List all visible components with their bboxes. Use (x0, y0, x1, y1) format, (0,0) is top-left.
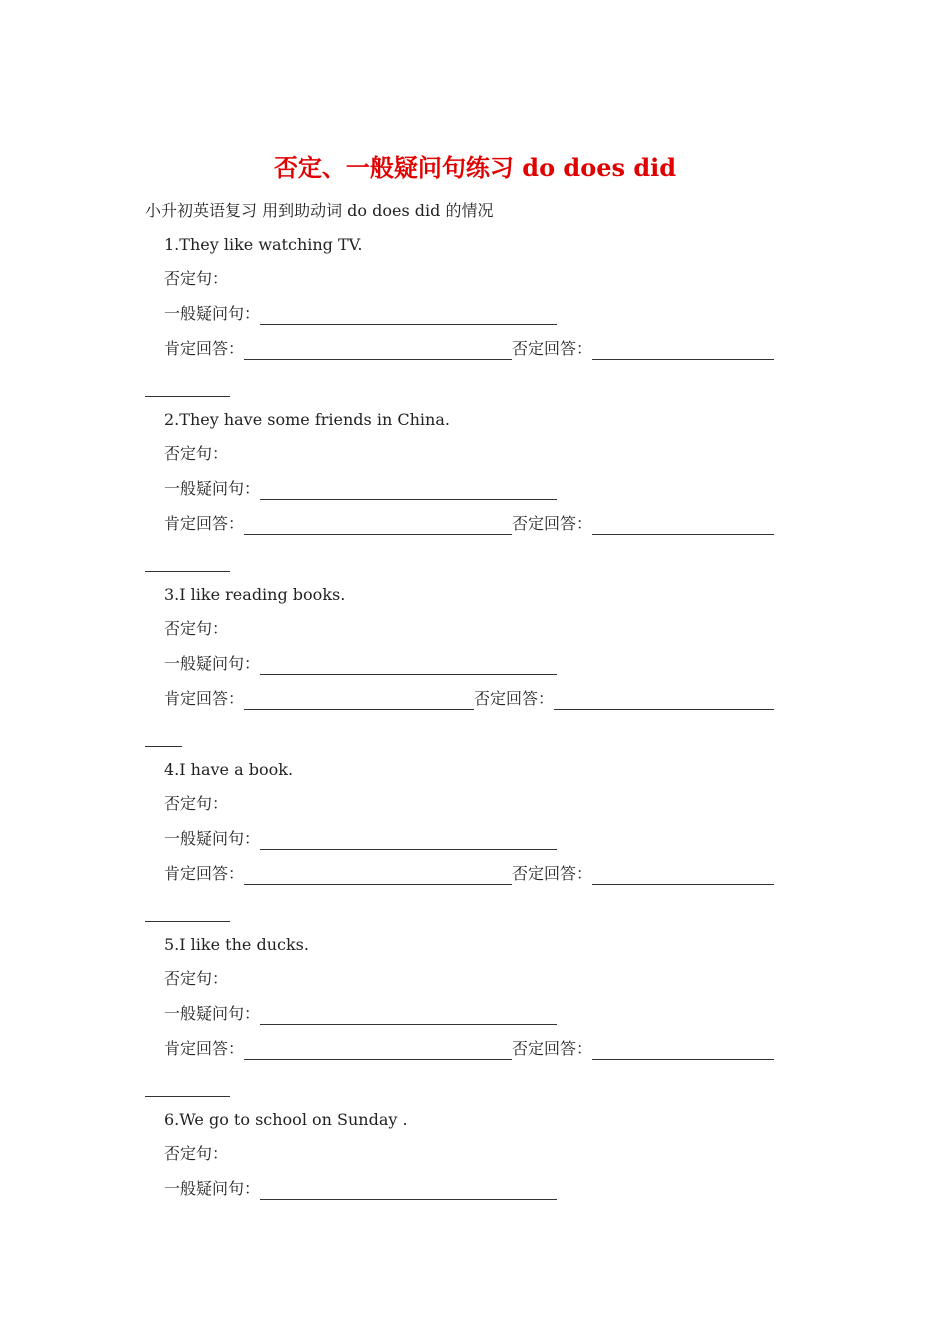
page-subtitle: 小升初英语复习 用到助动词 do does did 的情况 (145, 201, 494, 220)
exercise-2-negative: 否定句： (164, 444, 229, 463)
answer-blank[interactable] (244, 337, 512, 360)
answer-blank[interactable] (260, 477, 557, 500)
exercise-3-negative: 否定句： (164, 619, 229, 638)
exercise-1-negative: 否定句： (164, 269, 229, 288)
answer-blank[interactable] (260, 302, 557, 325)
answer-blank[interactable] (244, 1037, 512, 1060)
exercise-4-sentence: 4.I have a book. (164, 760, 294, 779)
exercise-5-answers: 肯定回答： 否定回答： (164, 1035, 774, 1063)
exercise-2-sentence: 2.They have some friends in China. (164, 410, 450, 429)
exercise-4-question: 一般疑问句： (164, 825, 557, 853)
exercise-5-negative: 否定句： (164, 969, 229, 988)
exercise-3-answers: 肯定回答： 否定回答： (164, 685, 774, 713)
answer-blank[interactable] (260, 652, 557, 675)
answer-blank[interactable] (592, 512, 774, 535)
exercise-6-negative: 否定句： (164, 1144, 229, 1163)
answer-blank-wrap[interactable] (145, 395, 230, 397)
answer-blank-wrap[interactable] (145, 920, 230, 922)
answer-blank[interactable] (260, 1002, 557, 1025)
exercise-1-answers: 肯定回答： 否定回答： (164, 335, 774, 363)
exercise-6-sentence: 6.We go to school on Sunday . (164, 1110, 408, 1129)
answer-blank[interactable] (244, 687, 474, 710)
answer-blank[interactable] (244, 512, 512, 535)
exercise-4-negative: 否定句： (164, 794, 229, 813)
exercise-1-question: 一般疑问句： (164, 300, 557, 328)
answer-blank[interactable] (554, 687, 774, 710)
answer-blank[interactable] (260, 1177, 557, 1200)
answer-blank[interactable] (592, 862, 774, 885)
exercise-3-sentence: 3.I like reading books. (164, 585, 346, 604)
page-title: 否定、一般疑问句练习 do does did (273, 153, 677, 182)
answer-blank-wrap[interactable] (145, 745, 182, 747)
exercise-5-sentence: 5.I like the ducks. (164, 935, 309, 954)
answer-blank[interactable] (260, 827, 557, 850)
answer-blank-wrap[interactable] (145, 570, 230, 572)
answer-blank[interactable] (592, 337, 774, 360)
exercise-2-question: 一般疑问句： (164, 475, 557, 503)
exercise-3-question: 一般疑问句： (164, 650, 557, 678)
exercise-1-sentence: 1.They like watching TV. (164, 235, 363, 254)
answer-blank-wrap[interactable] (145, 1095, 230, 1097)
exercise-6-question: 一般疑问句： (164, 1175, 557, 1203)
answer-blank[interactable] (244, 862, 512, 885)
exercise-4-answers: 肯定回答： 否定回答： (164, 860, 774, 888)
exercise-2-answers: 肯定回答： 否定回答： (164, 510, 774, 538)
exercise-5-question: 一般疑问句： (164, 1000, 557, 1028)
answer-blank[interactable] (592, 1037, 774, 1060)
